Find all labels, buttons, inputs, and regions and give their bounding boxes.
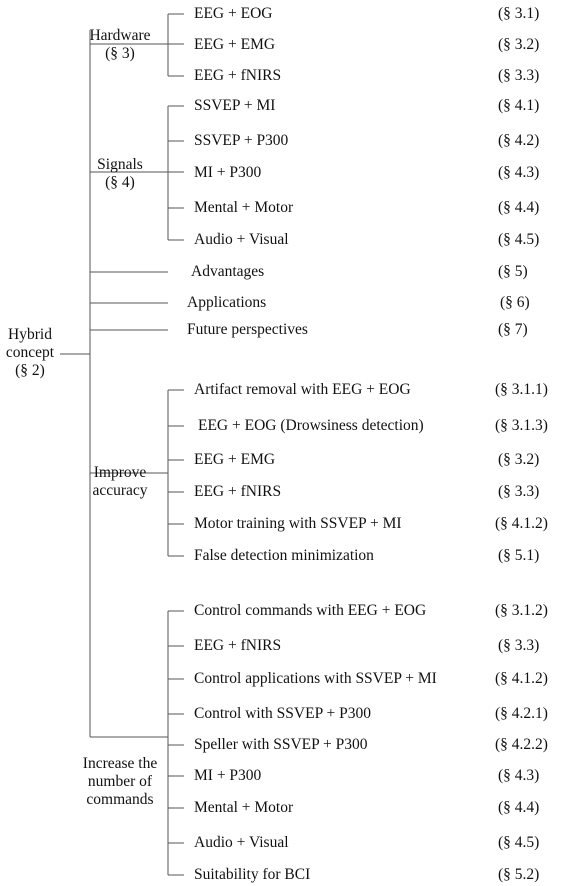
leaf-ref: (§ 3.3) bbox=[498, 483, 540, 500]
leaf-ref: (§ 4.2.1) bbox=[495, 705, 548, 722]
leaf-ref: (§ 4.5) bbox=[498, 231, 540, 248]
leaf-label: SSVEP + MI bbox=[194, 97, 276, 114]
accuracy-line1: Improve bbox=[93, 464, 147, 481]
leaf-ref: (§ 4.1) bbox=[498, 97, 540, 114]
leaf-label: Mental + Motor bbox=[194, 199, 294, 216]
leaf-label: SSVEP + P300 bbox=[194, 132, 289, 149]
leaf-ref: (§ 4.4) bbox=[498, 199, 540, 216]
leaf-label: MI + P300 bbox=[194, 164, 262, 181]
leaf-label: False detection minimization bbox=[194, 547, 374, 564]
leaf-ref: (§ 3.1.2) bbox=[495, 602, 548, 619]
advantages-ref: (§ 5) bbox=[498, 263, 528, 280]
commands-line1: Increase the bbox=[82, 755, 158, 772]
leaf-ref: (§ 4.3) bbox=[498, 164, 540, 181]
leaf-label: Speller with SSVEP + P300 bbox=[194, 736, 368, 753]
root-line1: Hybrid bbox=[8, 326, 52, 343]
leaf-ref: (§ 5.2) bbox=[498, 866, 540, 883]
leaf-label: Control commands with EEG + EOG bbox=[194, 602, 427, 619]
leaf-ref: (§ 4.2) bbox=[498, 132, 540, 149]
hardware-ref: (§ 3) bbox=[105, 45, 135, 62]
leaf-ref: (§ 3.3) bbox=[498, 67, 540, 84]
leaf-ref: (§ 4.1.2) bbox=[495, 670, 548, 687]
applications-label: Applications bbox=[187, 294, 267, 311]
leaf-label: Artifact removal with EEG + EOG bbox=[194, 381, 411, 398]
leaf-label: Mental + Motor bbox=[194, 799, 294, 816]
leaf-label: Motor training with SSVEP + MI bbox=[194, 515, 402, 532]
leaf-label: Audio + Visual bbox=[194, 834, 289, 851]
leaf-label: EEG + EMG bbox=[194, 451, 276, 468]
future-label: Future perspectives bbox=[187, 321, 308, 338]
leaf-ref: (§ 5.1) bbox=[498, 547, 540, 564]
leaf-ref: (§ 4.3) bbox=[498, 767, 540, 784]
leaf-label: EEG + EOG bbox=[194, 5, 273, 22]
leaf-ref: (§ 3.3) bbox=[498, 637, 540, 654]
future-ref: (§ 7) bbox=[498, 321, 528, 338]
leaf-label: EEG + fNIRS bbox=[194, 637, 282, 654]
leaf-ref: (§ 3.1.3) bbox=[495, 417, 548, 434]
leaf-label: Control with SSVEP + P300 bbox=[194, 705, 371, 722]
signals-label: Signals bbox=[97, 156, 143, 173]
leaf-label: Control applications with SSVEP + MI bbox=[194, 670, 437, 687]
leaf-ref: (§ 3.2) bbox=[498, 36, 540, 53]
commands-line2: number of bbox=[87, 773, 153, 790]
applications-ref: (§ 6) bbox=[500, 294, 530, 311]
leaf-label: Audio + Visual bbox=[194, 231, 289, 248]
hardware-node bbox=[80, 27, 160, 63]
leaf-ref: (§ 4.5) bbox=[498, 834, 540, 851]
leaf-ref: (§ 3.1.1) bbox=[495, 381, 548, 398]
advantages-label: Advantages bbox=[191, 263, 265, 280]
hardware-label: Hardware bbox=[89, 27, 151, 44]
leaf-label: MI + P300 bbox=[194, 767, 262, 784]
leaf-label: EEG + EMG bbox=[194, 36, 276, 53]
root-ref: (§ 2) bbox=[15, 362, 45, 379]
leaf-label: EEG + EOG (Drowsiness detection) bbox=[198, 417, 424, 434]
leaf-ref: (§ 3.1) bbox=[498, 5, 540, 22]
root-node bbox=[0, 326, 60, 380]
accuracy-line2: accuracy bbox=[92, 482, 148, 499]
signals-node bbox=[80, 156, 160, 192]
commands-node bbox=[72, 755, 168, 809]
leaf-ref: (§ 3.2) bbox=[498, 451, 540, 468]
leaf-label: EEG + fNIRS bbox=[194, 483, 282, 500]
leaf-label: Suitability for BCI bbox=[194, 866, 311, 883]
root-line2: concept bbox=[5, 344, 55, 361]
commands-line3: commands bbox=[86, 791, 154, 808]
leaf-ref: (§ 4.4) bbox=[498, 799, 540, 816]
leaf-label: EEG + fNIRS bbox=[194, 67, 282, 84]
leaf-ref: (§ 4.2.2) bbox=[495, 736, 548, 753]
signals-ref: (§ 4) bbox=[105, 174, 135, 191]
accuracy-node bbox=[80, 464, 160, 500]
leaf-ref: (§ 4.1.2) bbox=[495, 515, 548, 532]
